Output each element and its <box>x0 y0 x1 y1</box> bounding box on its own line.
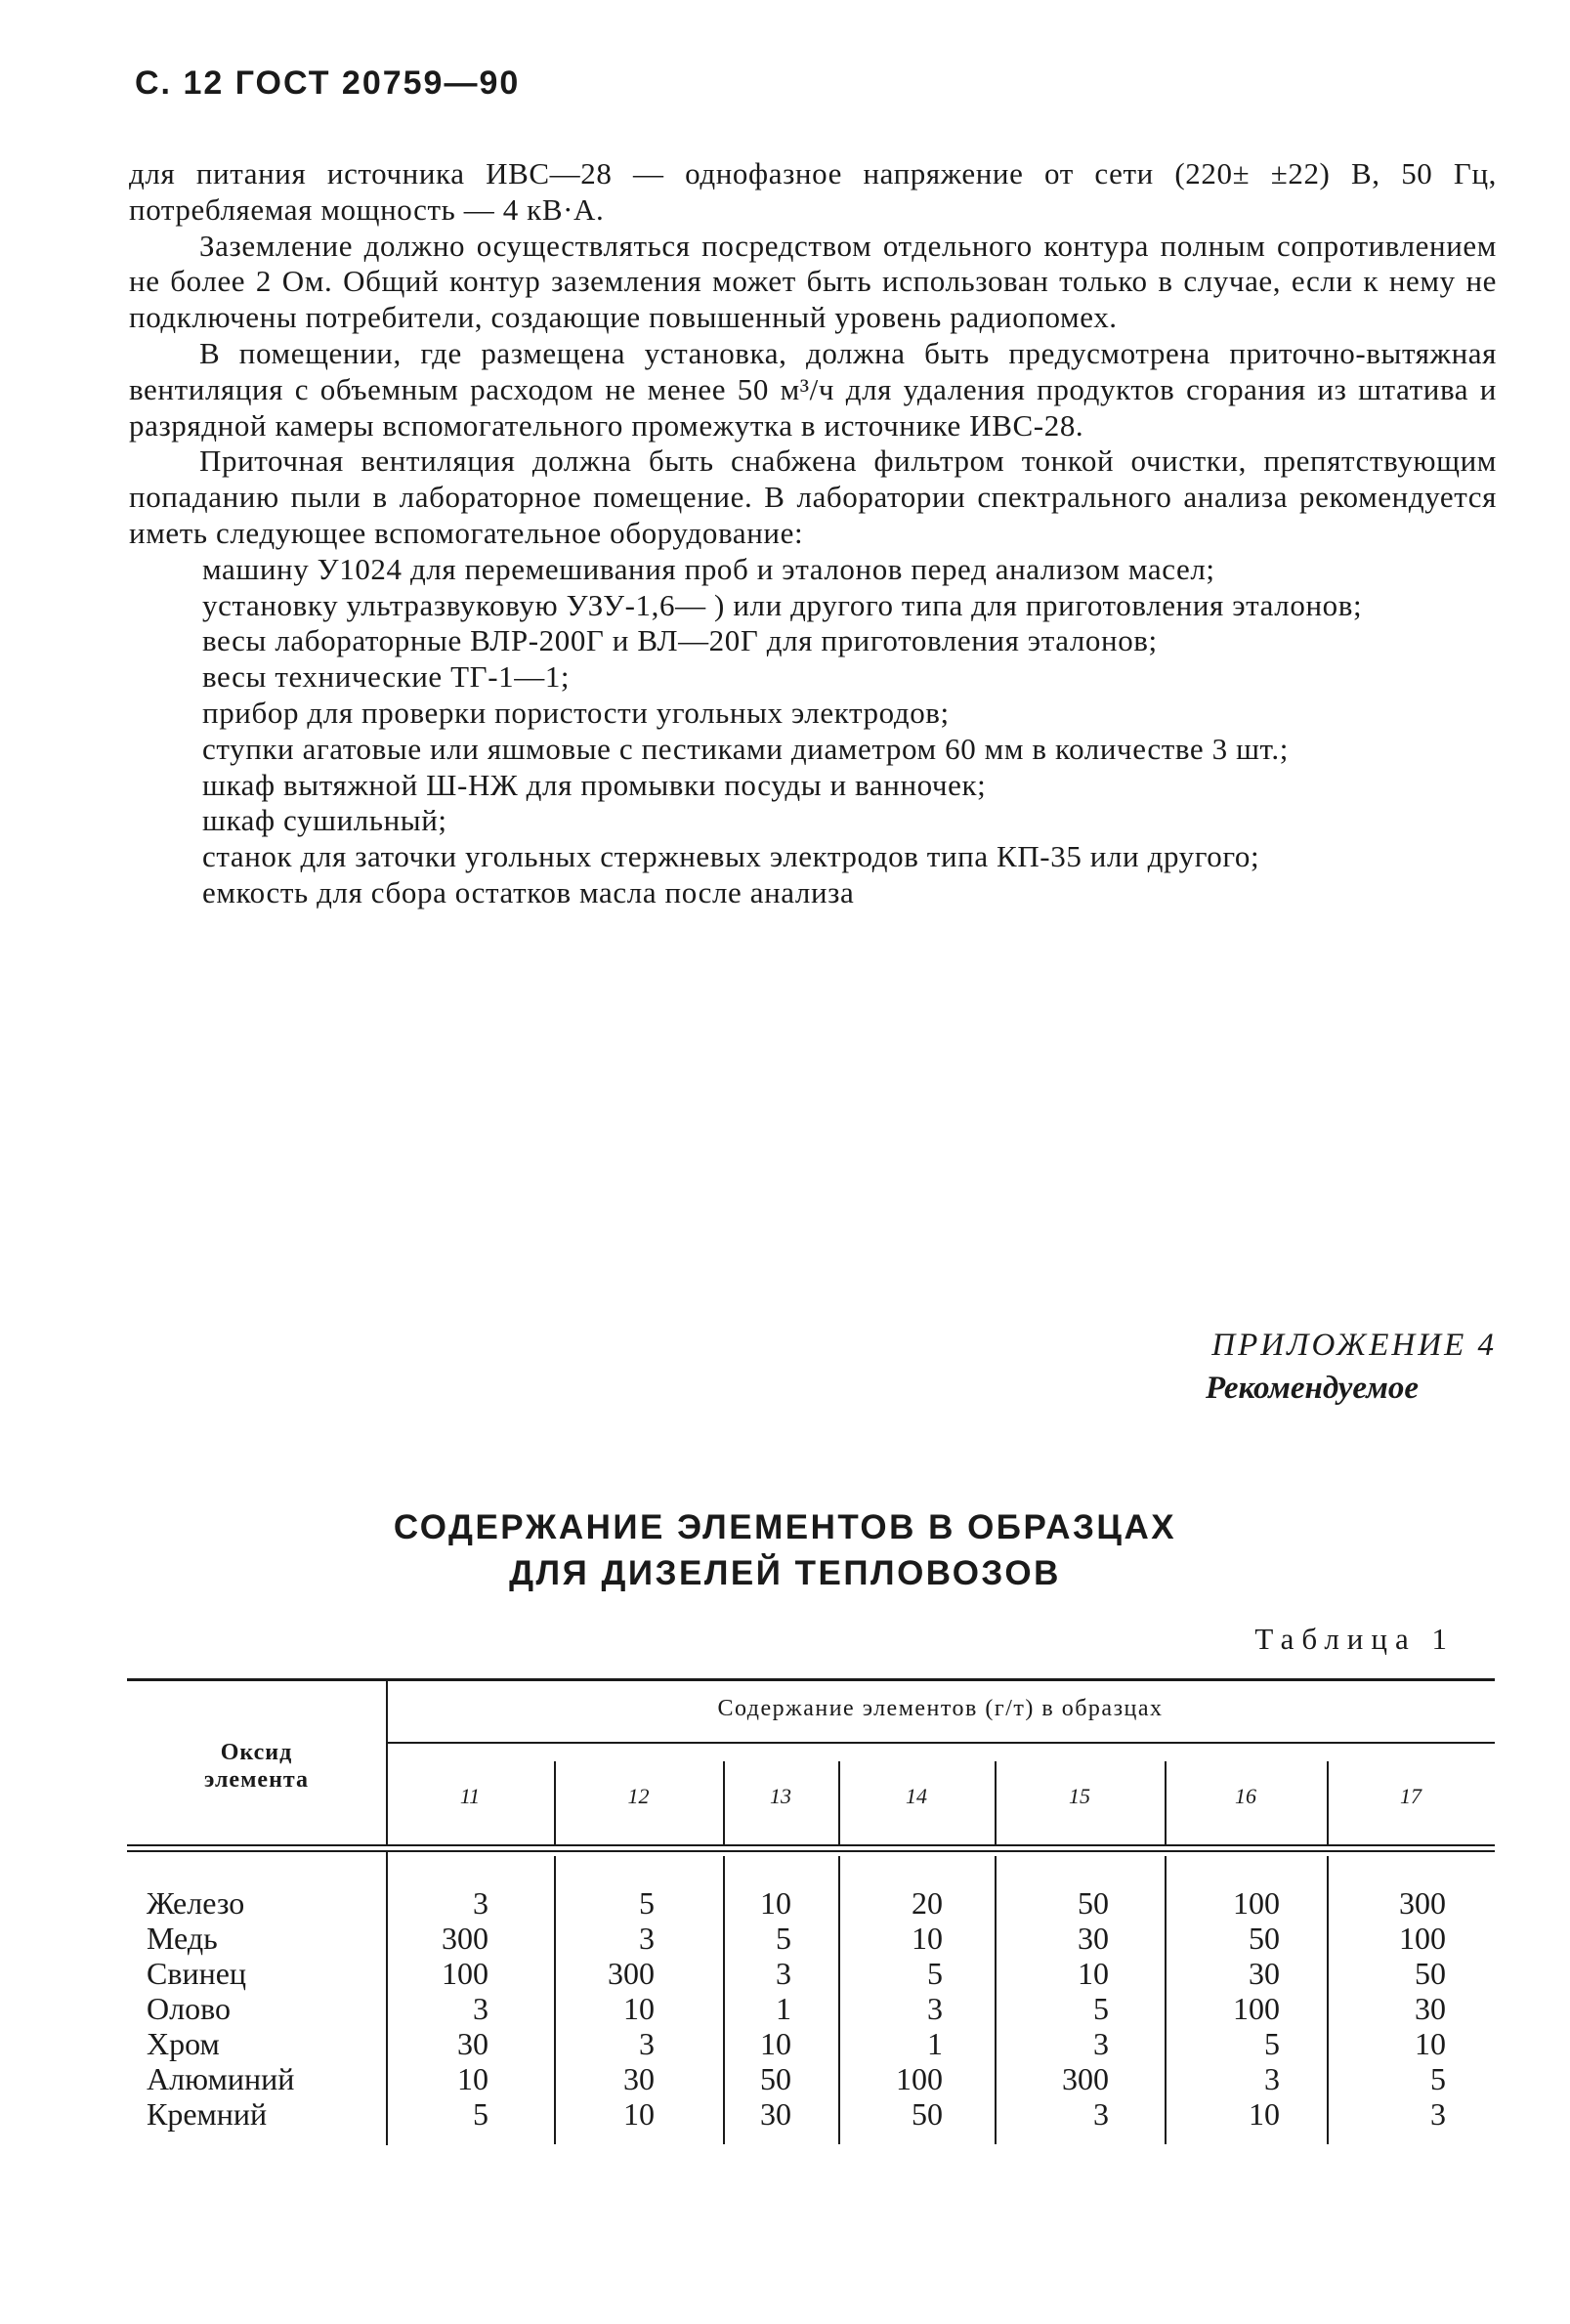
table-cell: 100 <box>1399 1921 1446 1956</box>
element-name: Олово <box>147 1991 231 2026</box>
table-heading-line: СОДЕРЖАНИЕ ЭЛЕМЕНТОВ В ОБРАЗЦАХ <box>393 1508 1177 1546</box>
table-cell: 5 <box>473 2096 488 2132</box>
table-cell: 100 <box>1233 1885 1280 1921</box>
equipment-item: прибор для проверки пористости угольных электродов; <box>202 695 950 730</box>
equipment-item: станок для заточки угольных стержневых электродов типа КП-35 или другого; <box>202 839 1260 874</box>
table-cell: 10 <box>760 1885 791 1921</box>
table-cell: 10 <box>623 2096 655 2132</box>
equipment-item: шкаф сушильный; <box>202 803 447 838</box>
header-bottom-rule-2 <box>127 1850 1495 1852</box>
equipment-item: весы лабораторные ВЛР-200Г и ВЛ—20Г для приготовления эталонов; <box>202 623 1158 658</box>
table-cell: 5 <box>1093 1991 1109 2026</box>
table-cell: 50 <box>1249 1921 1280 1956</box>
paragraph: для питания источника ИВС—28 — однофазное напряжение от сети (220± ±22) В, 50 Гц, потребляемая мощность — 4 кВ·А. <box>129 156 1497 227</box>
header-bottom-rule <box>127 1844 1495 1846</box>
column-header: 12 <box>627 1784 650 1808</box>
table-cell: 10 <box>1415 2026 1446 2061</box>
table-cell: 10 <box>1249 2096 1280 2132</box>
appendix-title: ПРИЛОЖЕНИЕ 4 <box>1211 1328 1497 1363</box>
element-name: Свинец <box>147 1956 247 1991</box>
table-cell: 50 <box>760 2061 791 2096</box>
stub-header-line: Оксид <box>220 1740 293 1765</box>
table-cell: 30 <box>457 2026 488 2061</box>
column-header: 17 <box>1400 1784 1421 1808</box>
table-cell: 300 <box>1399 1885 1446 1921</box>
table-cell: 10 <box>1078 1956 1109 1991</box>
paragraph: Заземление должно осуществляться посредством отдельного контура полным сопротивлением не более 2 Ом. Общий контур заземления может быть использован только в случае, если к нему не подключены потребители, создающие повышенный уровень радиопомех. <box>129 228 1497 335</box>
column-header: 13 <box>770 1784 791 1808</box>
column-header: 16 <box>1235 1784 1256 1808</box>
element-name: Железо <box>147 1885 245 1921</box>
equipment-item: ступки агатовые или яшмовые с пестиками диаметром 60 мм в количестве 3 шт.; <box>202 731 1289 766</box>
table-cell: 3 <box>1430 2096 1446 2132</box>
paragraph: В помещении, где размещена установка, должна быть предусмотрена приточно-вытяжная вентиляция с объемным расходом не менее 50 м³/ч для удаления продуктов сгорания из штатива и разрядной камеры вспомогательного промежутка в источнике ИВС-28. <box>129 335 1497 443</box>
appendix-label <box>1206 1324 1497 1410</box>
element-name: Алюминий <box>147 2061 295 2096</box>
equipment-item: установку ультразвуковую УЗУ-1,6— ) или другого типа для приготовления эталонов; <box>202 587 1363 622</box>
table-heading <box>0 1504 1570 1596</box>
table-cell: 3 <box>776 1956 791 1991</box>
table-cell: 5 <box>776 1921 791 1956</box>
table-cell: 5 <box>927 1956 943 1991</box>
table-row <box>127 1991 1495 2026</box>
table-row <box>127 1921 1495 1956</box>
table-cell: 30 <box>623 2061 655 2096</box>
table-cell: 20 <box>912 1885 943 1921</box>
table-cell: 30 <box>760 2096 791 2132</box>
table-row <box>127 2096 1495 2132</box>
table-cell: 30 <box>1415 1991 1446 2026</box>
table-cell: 5 <box>1264 2026 1280 2061</box>
table-cell: 50 <box>912 2096 943 2132</box>
page-header: С. 12 ГОСТ 20759—90 <box>135 64 521 102</box>
table-label: Таблица 1 <box>1254 1622 1455 1656</box>
table-heading-line: ДЛЯ ДИЗЕЛЕЙ ТЕПЛОВОЗОВ <box>509 1554 1061 1592</box>
table-cell: 10 <box>912 1921 943 1956</box>
table-cell: 3 <box>473 1991 488 2026</box>
equipment-item: машину У1024 для перемешивания проб и эталонов перед анализом масел; <box>202 551 1215 586</box>
table-cell: 100 <box>1233 1991 1280 2026</box>
equipment-item: шкаф вытяжной Ш-НЖ для промывки посуды и ванночек; <box>202 767 987 802</box>
table-cell: 10 <box>457 2061 488 2096</box>
table-cell: 300 <box>1062 2061 1109 2096</box>
table-cell: 3 <box>927 1991 943 2026</box>
body-text <box>129 156 1497 911</box>
equipment-item: емкость для сбора остатков масла после анализа <box>202 874 855 909</box>
table-cell: 10 <box>623 1991 655 2026</box>
table-cell: 300 <box>608 1956 655 1991</box>
table-cell: 3 <box>1093 2096 1109 2132</box>
paragraph: Приточная вентиляция должна быть снабжена фильтром тонкой очистки, препятствующим попаданию пыли в лабораторное помещение. В лаборатории спектрального анализа рекомендуется иметь следующее вспомогательное оборудование: <box>129 444 1497 550</box>
column-header: 15 <box>1069 1784 1090 1808</box>
stub-header-line: элемента <box>204 1767 309 1793</box>
table-cell: 1 <box>927 2026 943 2061</box>
table-cell: 5 <box>1430 2061 1446 2096</box>
element-name: Хром <box>147 2026 220 2061</box>
table-row <box>127 2061 1495 2096</box>
table-cell: 3 <box>1264 2061 1280 2096</box>
element-name: Медь <box>147 1921 218 1956</box>
element-name: Кремний <box>147 2096 268 2132</box>
table-row <box>127 2026 1495 2061</box>
table-top-rule <box>127 1678 1495 1681</box>
table-cell: 100 <box>896 2061 943 2096</box>
table-row <box>127 1885 1495 1921</box>
table-cell: 3 <box>639 2026 655 2061</box>
table-cell: 10 <box>760 2026 791 2061</box>
table-cell: 3 <box>1093 2026 1109 2061</box>
appendix-subtitle: Рекомендуемое <box>1205 1371 1419 1406</box>
table-cell: 3 <box>473 1885 488 1921</box>
table-cell: 5 <box>639 1885 655 1921</box>
group-header-rule <box>386 1742 1495 1744</box>
column-header: 11 <box>459 1784 481 1808</box>
equipment-item: весы технические ТГ-1—1; <box>202 659 571 695</box>
stub-header <box>127 1739 386 1794</box>
table-cell: 50 <box>1078 1885 1109 1921</box>
table-row <box>127 1956 1495 1991</box>
table-cell: 30 <box>1078 1921 1109 1956</box>
group-header: Содержание элементов (г/т) в образцах <box>717 1696 1164 1721</box>
table-cell: 300 <box>442 1921 488 1956</box>
table-cell: 50 <box>1415 1956 1446 1991</box>
column-header: 14 <box>906 1784 927 1808</box>
table-cell: 30 <box>1249 1956 1280 1991</box>
table-cell: 3 <box>639 1921 655 1956</box>
table-cell: 1 <box>776 1991 791 2026</box>
table-cell: 100 <box>442 1956 488 1991</box>
